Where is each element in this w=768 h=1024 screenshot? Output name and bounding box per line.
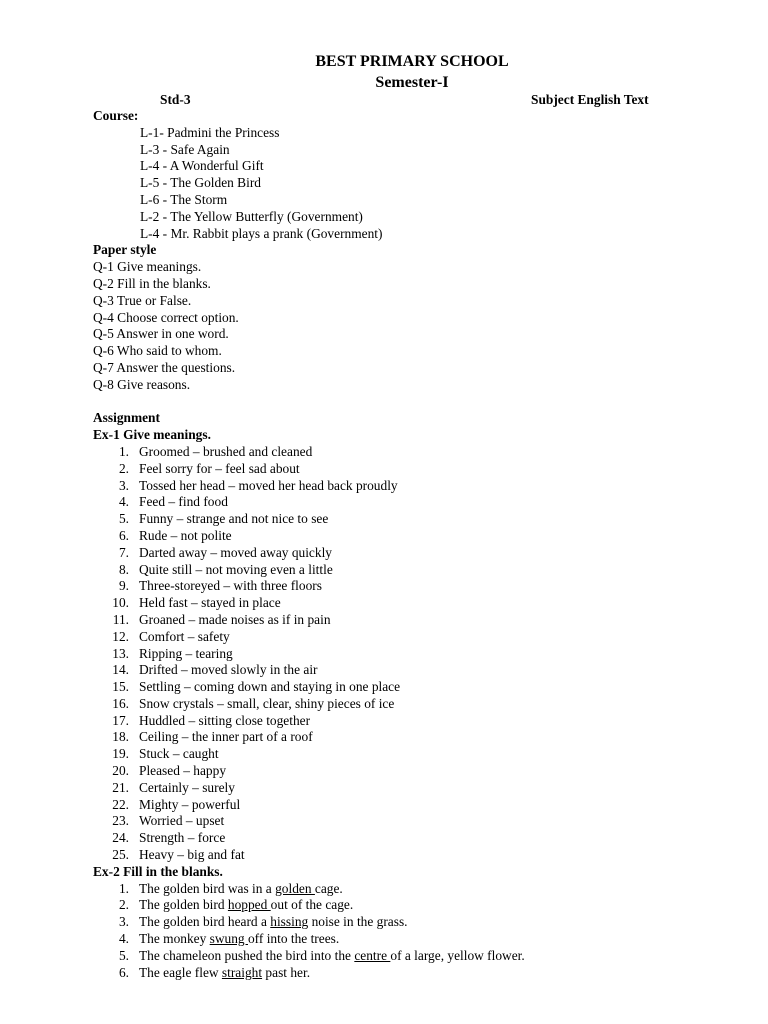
meaning-text: Groomed – brushed and cleaned <box>139 443 313 459</box>
course-lesson-list <box>93 125 733 243</box>
item-number: 14. <box>112 662 129 678</box>
course-heading: Course: <box>93 108 139 123</box>
fill-blank-item <box>93 948 733 965</box>
meaning-text: Certainly – surely <box>139 779 235 795</box>
item-number: 4. <box>118 494 129 510</box>
item-number: 8. <box>118 561 129 577</box>
sentence-before: The chameleon pushed the bird into the <box>139 947 355 963</box>
item-number: 3. <box>118 914 129 930</box>
document-body <box>93 108 733 981</box>
item-number: 20. <box>112 763 129 779</box>
meaning-text: Mighty – powerful <box>139 796 241 812</box>
underlined-answer: centre <box>354 947 391 963</box>
underlined-answer: swung <box>209 931 248 947</box>
item-number: 18. <box>112 729 129 745</box>
meaning-item <box>93 746 733 763</box>
underlined-answer: hopped <box>227 897 271 913</box>
sentence-after: noise in the grass. <box>308 914 408 930</box>
meaning-item <box>93 612 733 629</box>
meaning-item <box>93 461 733 478</box>
item-number: 21. <box>112 779 129 795</box>
meaning-text: Quite still – not moving even a little <box>139 561 333 577</box>
meaning-item <box>93 729 733 746</box>
sentence-before: The monkey <box>139 931 210 947</box>
meaning-text: Comfort – safety <box>139 628 230 644</box>
course-lesson: L-4 - A Wonderful Gift <box>140 158 264 174</box>
item-number: 7. <box>118 544 129 560</box>
meaning-text: Ceiling – the inner part of a roof <box>139 729 313 745</box>
item-number: 25. <box>112 847 129 863</box>
standard-label: Std-3 <box>160 92 191 107</box>
ex1-heading: Ex-1 Give meanings. <box>93 427 211 443</box>
sentence-before: The golden bird was in a <box>139 880 276 896</box>
meaning-text: Held fast – stayed in place <box>139 595 281 611</box>
meaning-item <box>93 813 733 830</box>
fill-blank-item <box>93 931 733 948</box>
meaning-item <box>93 629 733 646</box>
meaning-item <box>93 595 733 612</box>
paper-style-question: Q-1 Give meanings. <box>93 259 202 275</box>
item-number: 3. <box>118 477 129 493</box>
meaning-item <box>93 478 733 495</box>
meaning-item <box>93 797 733 814</box>
paper-style-question: Q-8 Give reasons. <box>93 376 191 392</box>
item-number: 10. <box>112 595 129 611</box>
meaning-text: Three-storeyed – with three floors <box>139 578 322 594</box>
item-number: 5. <box>118 511 129 527</box>
course-lesson: L-6 - The Storm <box>140 191 228 207</box>
item-number: 13. <box>112 645 129 661</box>
meaning-text: Ripping – tearing <box>139 645 233 661</box>
underlined-answer: hissing <box>270 914 309 930</box>
meaning-item <box>93 562 733 579</box>
paper-style-question: Q-2 Fill in the blanks. <box>93 275 211 291</box>
item-number: 1. <box>118 443 129 459</box>
course-lesson: L-5 - The Golden Bird <box>140 175 261 191</box>
school-title: BEST PRIMARY SCHOOL <box>315 53 509 70</box>
course-lesson: L-4 - Mr. Rabbit plays a prank (Government) <box>140 225 383 241</box>
item-number: 1. <box>118 880 129 896</box>
meaning-text: Rude – not polite <box>139 527 232 543</box>
ex1-meanings-list <box>93 444 733 864</box>
item-number: 2. <box>118 460 129 476</box>
meaning-item <box>93 696 733 713</box>
sentence-before: The eagle flew <box>139 964 222 980</box>
item-number: 23. <box>112 813 129 829</box>
paper-style-list <box>93 259 733 393</box>
paper-style-question: Q-6 Who said to whom. <box>93 343 222 359</box>
item-number: 15. <box>112 679 129 695</box>
item-number: 12. <box>112 628 129 644</box>
paper-style-question: Q-3 True or False. <box>93 292 192 308</box>
fill-blank-item <box>93 881 733 898</box>
item-number: 17. <box>112 712 129 728</box>
meaning-text: Darted away – moved away quickly <box>139 544 332 560</box>
sentence-after: past her. <box>262 964 311 980</box>
meaning-text: Feel sorry for – feel sad about <box>139 460 300 476</box>
sentence-after: of a large, yellow flower. <box>390 947 525 963</box>
meaning-item <box>93 830 733 847</box>
course-lesson: L-1- Padmini the Princess <box>140 124 280 140</box>
item-number: 5. <box>118 947 129 963</box>
underlined-answer: golden <box>275 880 315 896</box>
meaning-item <box>93 545 733 562</box>
meaning-text: Groaned – made noises as if in pain <box>139 611 331 627</box>
meaning-text: Strength – force <box>139 830 226 846</box>
meaning-item <box>93 713 733 730</box>
meaning-text: Worried – upset <box>139 813 225 829</box>
underlined-answer: straight <box>221 964 263 980</box>
sentence-after: out of the cage. <box>270 897 354 913</box>
paper-style-question: Q-5 Answer in one word. <box>93 326 229 342</box>
meaning-item <box>93 444 733 461</box>
sentence-before: The golden bird <box>139 897 228 913</box>
meaning-text: Feed – find food <box>139 494 228 510</box>
meaning-item <box>93 578 733 595</box>
meaning-item <box>93 847 733 864</box>
meaning-text: Drifted – moved slowly in the air <box>139 662 318 678</box>
item-number: 24. <box>112 830 129 846</box>
sentence-before: The golden bird heard a <box>139 914 271 930</box>
fill-blank-item <box>93 914 733 931</box>
ex2-fill-blanks-list <box>93 881 733 982</box>
assignment-heading: Assignment <box>93 410 160 426</box>
meaning-text: Pleased – happy <box>139 763 227 779</box>
item-number: 19. <box>112 746 129 762</box>
item-number: 6. <box>118 964 129 980</box>
semester-title: Semester-I <box>375 74 449 91</box>
meaning-text: Huddled – sitting close together <box>139 712 311 728</box>
subject-label: Subject English Text <box>531 92 649 107</box>
sentence-after: cage. <box>314 880 343 896</box>
meaning-item <box>93 511 733 528</box>
meaning-item <box>93 679 733 696</box>
meaning-text: Stuck – caught <box>139 746 219 762</box>
meaning-text: Snow crystals – small, clear, shiny pieces of ice <box>139 695 395 711</box>
meaning-text: Heavy – big and fat <box>139 847 245 863</box>
fill-blank-item <box>93 965 733 982</box>
ex2-heading: Ex-2 Fill in the blanks. <box>93 863 223 879</box>
meaning-text: Settling – coming down and staying in one place <box>139 679 401 695</box>
section-spacer <box>93 394 733 411</box>
item-number: 16. <box>112 695 129 711</box>
item-number: 2. <box>118 897 129 913</box>
meaning-item <box>93 662 733 679</box>
item-number: 6. <box>118 527 129 543</box>
meaning-item <box>93 646 733 663</box>
meaning-text: Funny – strange and not nice to see <box>139 511 329 527</box>
meaning-item <box>93 780 733 797</box>
paper-style-question: Q-7 Answer the questions. <box>93 359 236 375</box>
meaning-text: Tossed her head – moved her head back proudly <box>139 477 398 493</box>
meaning-item <box>93 528 733 545</box>
meaning-item <box>93 763 733 780</box>
item-number: 9. <box>118 578 129 594</box>
meaning-item <box>93 494 733 511</box>
sentence-after: off into the trees. <box>247 931 340 947</box>
paper-style-question: Q-4 Choose correct option. <box>93 309 239 325</box>
item-number: 4. <box>118 931 129 947</box>
course-lesson: L-3 - Safe Again <box>140 141 230 157</box>
fill-blank-item <box>93 897 733 914</box>
paper-style-heading: Paper style <box>93 242 157 258</box>
course-lesson: L-2 - The Yellow Butterfly (Government) <box>140 208 363 224</box>
item-number: 22. <box>112 796 129 812</box>
item-number: 11. <box>112 611 129 627</box>
